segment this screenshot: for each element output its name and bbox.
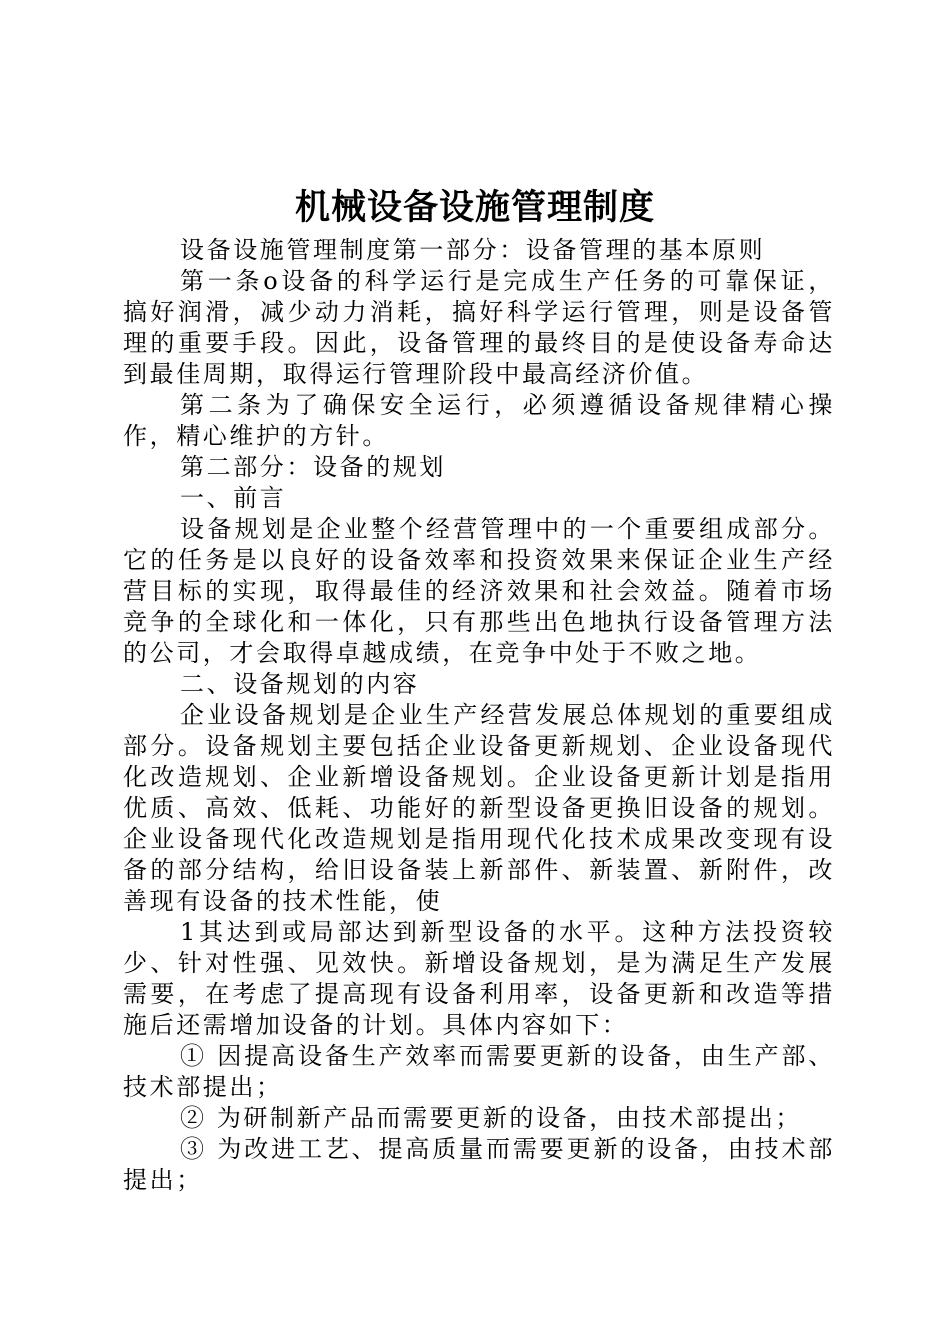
list-item-2: ② 为研制新产品而需要更新的设备，由技术部提出； [180,1104,803,1132]
paragraph-preface: 设备规划是企业整个经营管理中的一个重要组成部分。它的任务是以良好的设备效率和投资效果来保证企业生产经营目标的实现，取得最佳的经济效果和社会效益。随着市场竞争的全球化和一体化，只有那些出色地执行设备管理方法的公司，才会取得卓越成绩，在竞争中处于不败之地。 [123,515,835,667]
section-heading-part-one: 设备设施管理制度第一部分：设备管理的基本原则 [180,236,766,264]
paragraph-planning-content: 企业设备规划是企业生产经营发展总体规划的重要组成部分。设备规划主要包括企业设备更新规划、企业设备现代化改造规划、企业新增设备规划。企业设备更新计划是指用优质、高效、低耗、功能好的新型设备更换旧设备的规划。企业设备现代化改造规划是指用现代化技术成果改变现有设备的部分结构，给旧设备装上新部件、新装置、新附件，改善现有设备的技术性能，使 [123,701,835,915]
document-body [123,235,835,1196]
list-item-1: ① 因提高设备生产效率而需要更新的设备，由生产部、技术部提出； [123,1042,835,1101]
paragraph-article-two: 第二条为了确保安全运行，必须遵循设备规律精心操作，精心维护的方针。 [123,391,835,450]
paragraph-article-one: 第一条o设备的科学运行是完成生产任务的可靠保证，搞好润滑，减少动力消耗，搞好科学运行管理，则是设备管理的重要手段。因此，设备管理的最终目的是使设备寿命达到最佳周期，取得运行管理阶段中最高经济价值。 [123,267,835,388]
subheading-preface: 一、前言 [180,484,287,512]
section-heading-part-two: 第二部分：设备的规划 [180,453,446,481]
paragraph-new-equipment: 1其达到或局部达到新型设备的水平。这种方法投资较少、针对性强、见效快。新增设备规划，是为满足生产发展需要，在考虑了提高现有设备利用率，设备更新和改造等措施后还需增加设备的计划。具体内容如下： [123,918,835,1039]
document-title: 机械设备设施管理制度 [294,187,655,228]
subheading-planning-content: 二、设备规划的内容 [180,670,420,698]
list-item-3: ③ 为改进工艺、提高质量而需要更新的设备，由技术部提出； [123,1135,835,1194]
